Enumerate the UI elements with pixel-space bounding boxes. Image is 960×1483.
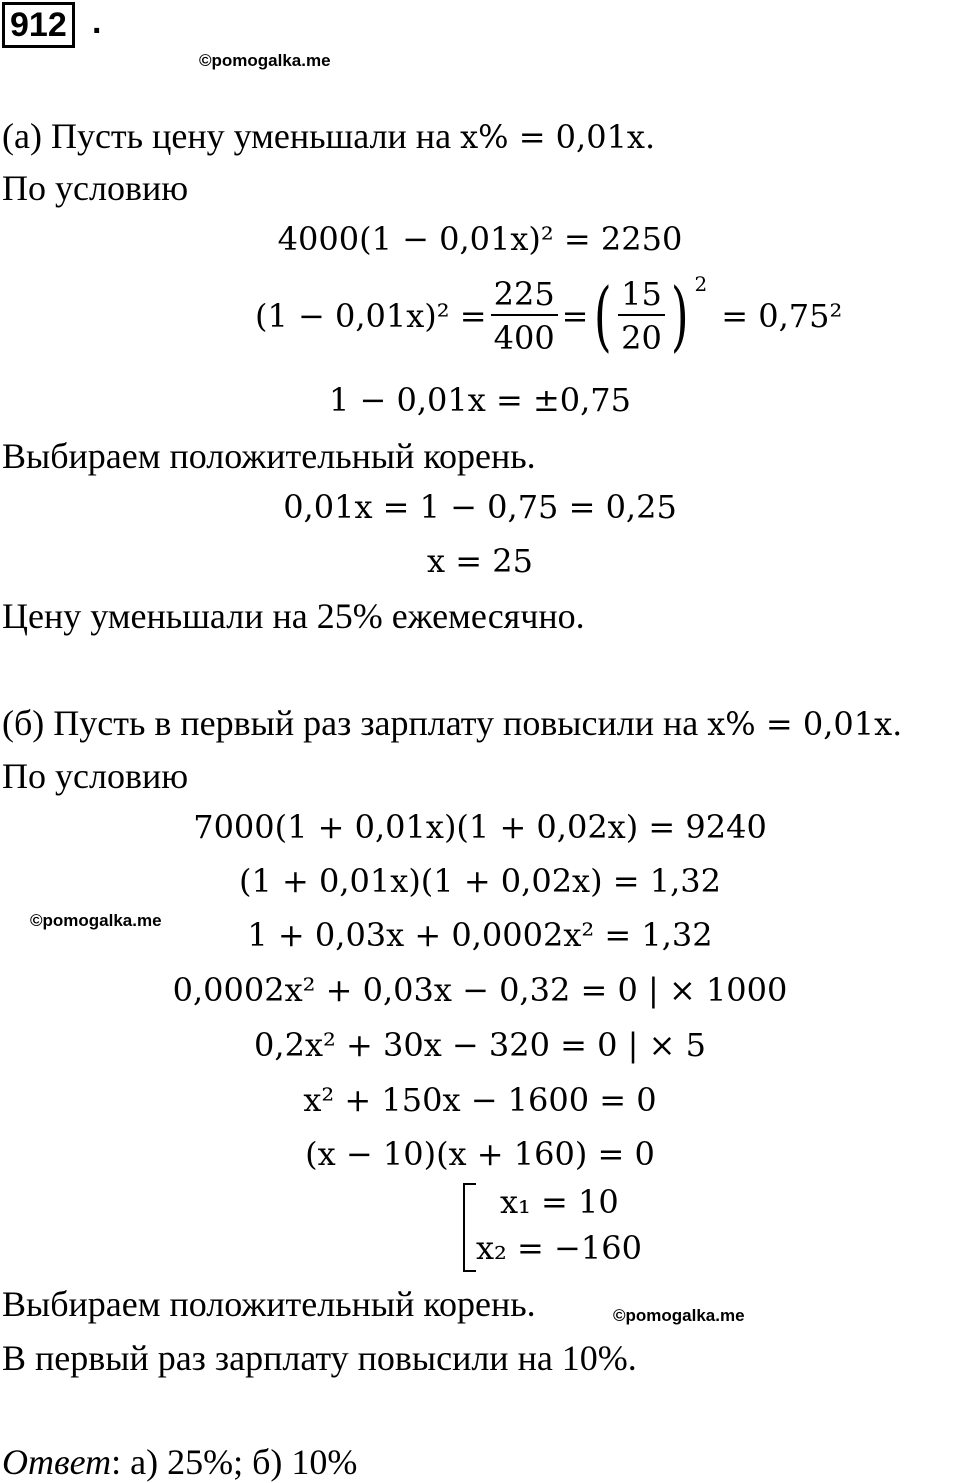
fraction-denominator: 20: [621, 319, 662, 357]
answer-label: Ответ: [2, 1442, 112, 1482]
part-b-condition: По условию: [2, 756, 189, 796]
part-a-equation-5: x = 25: [427, 542, 533, 580]
part-a-intro-math: x% = 0,01x.: [460, 118, 656, 156]
answer-line: [2, 1444, 357, 1480]
watermark-middle: ©pomogalka.me: [30, 911, 162, 930]
part-b-equation-7: (x − 10)(x + 160) = 0: [305, 1135, 655, 1173]
task-number-dot: .: [92, 3, 102, 41]
part-b-equation-6: x² + 150x − 1600 = 0: [303, 1081, 657, 1119]
system-bracket: [463, 1183, 476, 1272]
answer-text: : а) 25%; б) 10%: [111, 1442, 358, 1482]
part-a-conclusion: Цену уменьшали на 25% ежемесячно.: [2, 596, 585, 636]
part-a-condition: По условию: [2, 168, 189, 208]
eq2-left: (1 − 0,01x)² =: [255, 297, 487, 335]
part-b-equation-1: 7000(1 + 0,01x)(1 + 0,02x) = 9240: [193, 808, 767, 846]
part-b-choose: Выбираем положительный корень.: [2, 1284, 536, 1324]
square-exponent: 2: [694, 272, 708, 296]
part-b-equation-3: 1 + 0,03x + 0,0002x² = 1,32: [247, 916, 713, 954]
eq2-right: = 0,75²: [721, 297, 843, 335]
part-b-equation-4: 0,0002x² + 0,03x − 0,32 = 0 | × 1000: [172, 971, 788, 1009]
fraction-denominator: 400: [493, 319, 555, 357]
part-b-equation-5: 0,2x² + 30x − 320 = 0 | × 5: [254, 1026, 706, 1064]
root-1: x₁ = 10: [500, 1183, 619, 1221]
part-a-equation-1: 4000(1 − 0,01x)² = 2250: [277, 220, 683, 258]
left-paren: (: [594, 271, 613, 360]
part-a-equation-4: 0,01x = 1 − 0,75 = 0,25: [283, 488, 677, 526]
part-b-conclusion: В первый раз зарплату повысили на 10%.: [2, 1338, 637, 1378]
part-a-intro-text: (а) Пусть цену уменьшали на: [2, 116, 461, 156]
fraction-225-400: [491, 275, 558, 357]
eq2-mid: =: [561, 297, 589, 335]
watermark-bottom: ©pomogalka.me: [613, 1306, 745, 1325]
fraction-numerator: 225: [491, 278, 558, 316]
part-a-intro: [2, 118, 655, 154]
task-number: 912: [2, 2, 75, 48]
root-2: x₂ = −160: [476, 1229, 642, 1267]
part-a-equation-2: [255, 271, 843, 360]
part-a-choose: Выбираем положительный корень.: [2, 436, 536, 476]
fraction-15-20: [618, 275, 665, 357]
part-a-equation-3: 1 − 0,01x = ±0,75: [328, 381, 632, 419]
part-b-intro-math: x% = 0,01x.: [707, 705, 903, 743]
part-b-equation-2: (1 + 0,01x)(1 + 0,02x) = 1,32: [239, 862, 721, 900]
part-b-intro: [2, 705, 902, 741]
watermark-top: ©pomogalka.me: [199, 51, 331, 70]
right-paren: ): [670, 271, 689, 360]
fraction-numerator: 15: [618, 278, 665, 316]
part-b-intro-text: (б) Пусть в первый раз зарплату повысили на: [2, 703, 708, 743]
